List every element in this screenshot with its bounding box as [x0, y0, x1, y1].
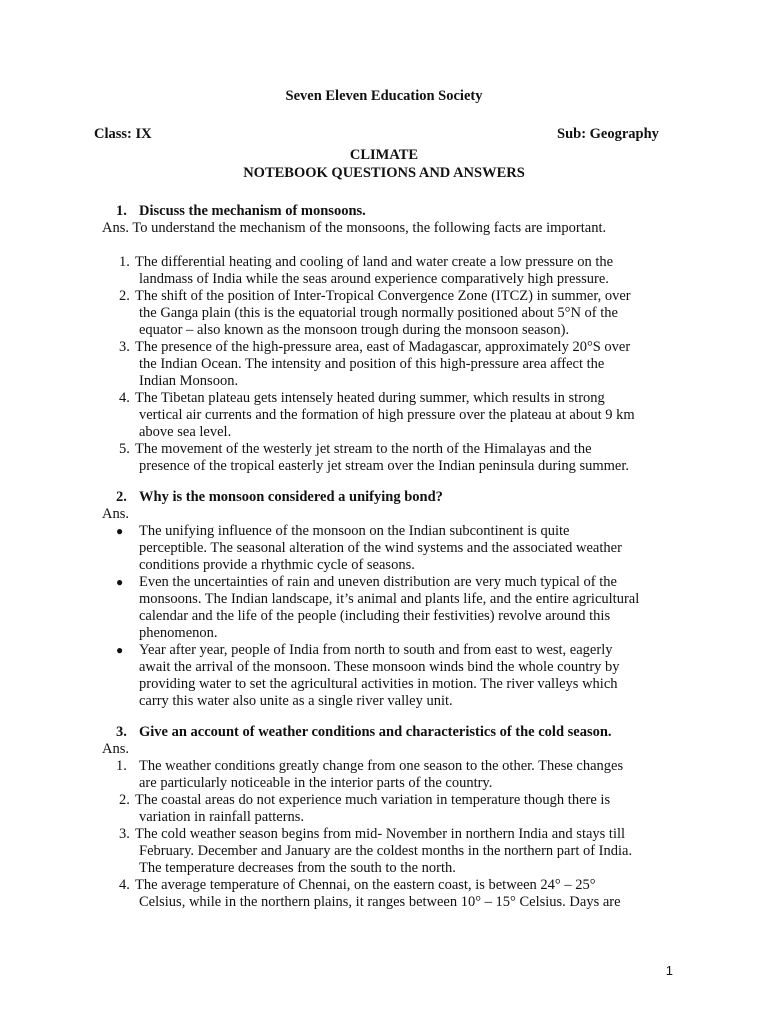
list-item: 4. The average temperature of Chennai, on the eastern coast, is between 24° – 25° Celsius, while in the northern plains, it ranges between 10° – 15° Celsius. Days are [119, 877, 621, 910]
list-item: 3. The presence of the high-pressure area, east of Madagascar, approximately 20°S over the Indian Ocean. The intensity and position of this high-pressure area affect the Indian Monsoon. [119, 339, 631, 389]
list-item: ● Even the uncertainties of rain and uneven distribution are very much typical of the monsoons. The Indian landscape, it’s animal and plants life, and the entire agricultural calendar and the life of the people (including their festivities) revolve around this phenomenon. [116, 574, 640, 641]
bullet-icon: ● [116, 643, 124, 657]
q1-question: Discuss the mechanism of monsoons. [139, 203, 366, 219]
list-item: 1. The weather conditions greatly change from one season to the other. These changes are particularly noticeable in the interior parts of the country. [116, 758, 624, 791]
q1-points-list [0, 254, 768, 475]
section-subtitle: NOTEBOOK QUESTIONS AND ANSWERS [243, 165, 525, 181]
q3-question: Give an account of weather conditions and characteristics of the cold season. [139, 724, 612, 740]
list-item: 2. The coastal areas do not experience much variation in temperature though there is variation in rainfall patterns. [119, 792, 611, 825]
list-item: 3. The cold weather season begins from mid- November in northern India and stays till February. December and January are the coldest months in the northern part of India. The temperature decreases from the south to the north. [119, 826, 633, 876]
q3-number: 3. [116, 724, 127, 740]
page-number: 1 [665, 963, 673, 978]
bullet-icon: ● [116, 575, 124, 589]
bullet-icon: ● [116, 524, 124, 538]
q1-number: 1. [116, 203, 127, 219]
list-item: ● The unifying influence of the monsoon on the Indian subcontinent is quite perceptible. The seasonal alteration of the wind systems and the associated weather conditions provide a rhythmic cycle of seasons. [116, 523, 622, 573]
q3-points-list [0, 758, 768, 911]
q3-answer-label: Ans. [102, 741, 129, 757]
subject-label: Sub: Geography [557, 126, 659, 142]
list-item: 1. The differential heating and cooling of land and water create a low pressure on the landmass of India while the seas around experience comparatively high pressure. [119, 254, 614, 287]
q2-points-list [0, 523, 768, 710]
topic-title: CLIMATE [349, 147, 419, 163]
q1-answer-intro: Ans. To understand the mechanism of the monsoons, the following facts are important. [102, 220, 607, 236]
organization-title: Seven Eleven Education Society [285, 88, 483, 104]
q2-question: Why is the monsoon considered a unifying bond? [139, 489, 443, 505]
q2-answer-label: Ans. [102, 506, 129, 522]
list-item: 5. The movement of the westerly jet stream to the north of the Himalayas and the presence of the tropical easterly jet stream over the Indian peninsula during summer. [119, 441, 630, 474]
list-item: 2. The shift of the position of Inter-Tropical Convergence Zone (ITCZ) in summer, over the Ganga plain (this is the equatorial trough normally positioned about 5°N of the equator – also known as the monsoon trough during the monsoon season). [119, 288, 631, 338]
list-item: ● Year after year, people of India from north to south and from east to west, eagerly await the arrival of the monsoon. These monsoon winds bind the whole country by providing water to set the agricultural activities in motion. The river valleys which carry this water also unite as a single river valley unit. [116, 642, 620, 709]
q2-number: 2. [116, 489, 127, 505]
list-item: 4. The Tibetan plateau gets intensely heated during summer, which results in strong vertical air currents and the formation of high pressure over the plateau at about 9 km above sea level. [119, 390, 635, 440]
class-label: Class: IX [94, 126, 152, 142]
